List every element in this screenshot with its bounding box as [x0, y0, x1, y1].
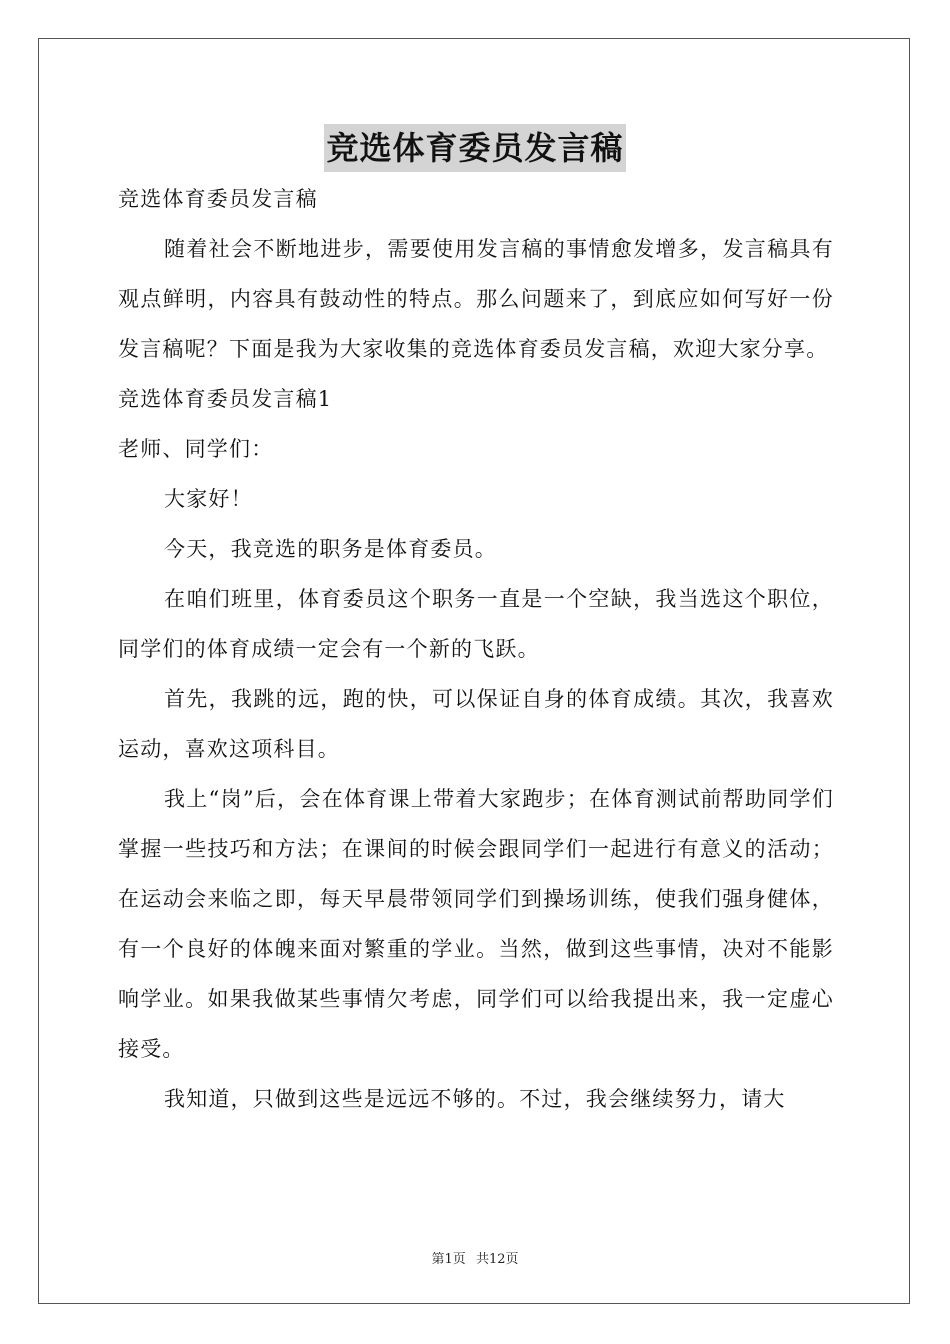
- page-total: 共12页: [475, 1252, 519, 1267]
- document-body: [118, 174, 834, 1124]
- paragraph: 我知道，只做到这些是远远不够的。不过，我会继续努力，请大: [164, 1087, 786, 1111]
- paragraph: 首先，我跳的远，跑的快，可以保证自身的体育成绩。其次，我喜欢运动，喜欢这项科目。: [118, 687, 834, 761]
- paragraph: 我上“岗”后，会在体育课上带着大家跑步；在体育测试前帮助同学们掌握一些技巧和方法；在课间的时候会跟同学们一起进行有意义的活动；在运动会来临之即，每天早晨带领同学们到操场训练，使我们强身健体，有一个良好的体魄来面对繁重的学业。当然，做到这些事情，决对不能影响学业。如果我做某些事情欠考虑，同学们可以给我提出来，我一定虚心接受。: [118, 787, 834, 1061]
- page-number: 第1页: [431, 1252, 466, 1267]
- document-title: 竞选体育委员发言稿: [324, 124, 625, 172]
- paragraph: 老师、同学们：: [118, 437, 274, 461]
- paragraph: 竞选体育委员发言稿1: [118, 387, 333, 411]
- paragraph: 大家好！: [164, 487, 253, 511]
- title-container: [0, 124, 950, 172]
- paragraph: 今天，我竞选的职务是体育委员。: [164, 537, 497, 561]
- paragraph: 随着社会不断地进步，需要使用发言稿的事情愈发增多，发言稿具有观点鲜明，内容具有鼓动性的特点。那么问题来了，到底应如何写好一份发言稿呢？下面是我为大家收集的竞选体育委员发言稿，欢迎大家分享。: [118, 237, 834, 361]
- paragraph: 在咱们班里，体育委员这个职务一直是一个空缺，我当选这个职位，同学们的体育成绩一定会有一个新的飞跃。: [118, 587, 834, 661]
- page-footer: [0, 1248, 950, 1267]
- paragraph: 竞选体育委员发言稿: [118, 187, 318, 211]
